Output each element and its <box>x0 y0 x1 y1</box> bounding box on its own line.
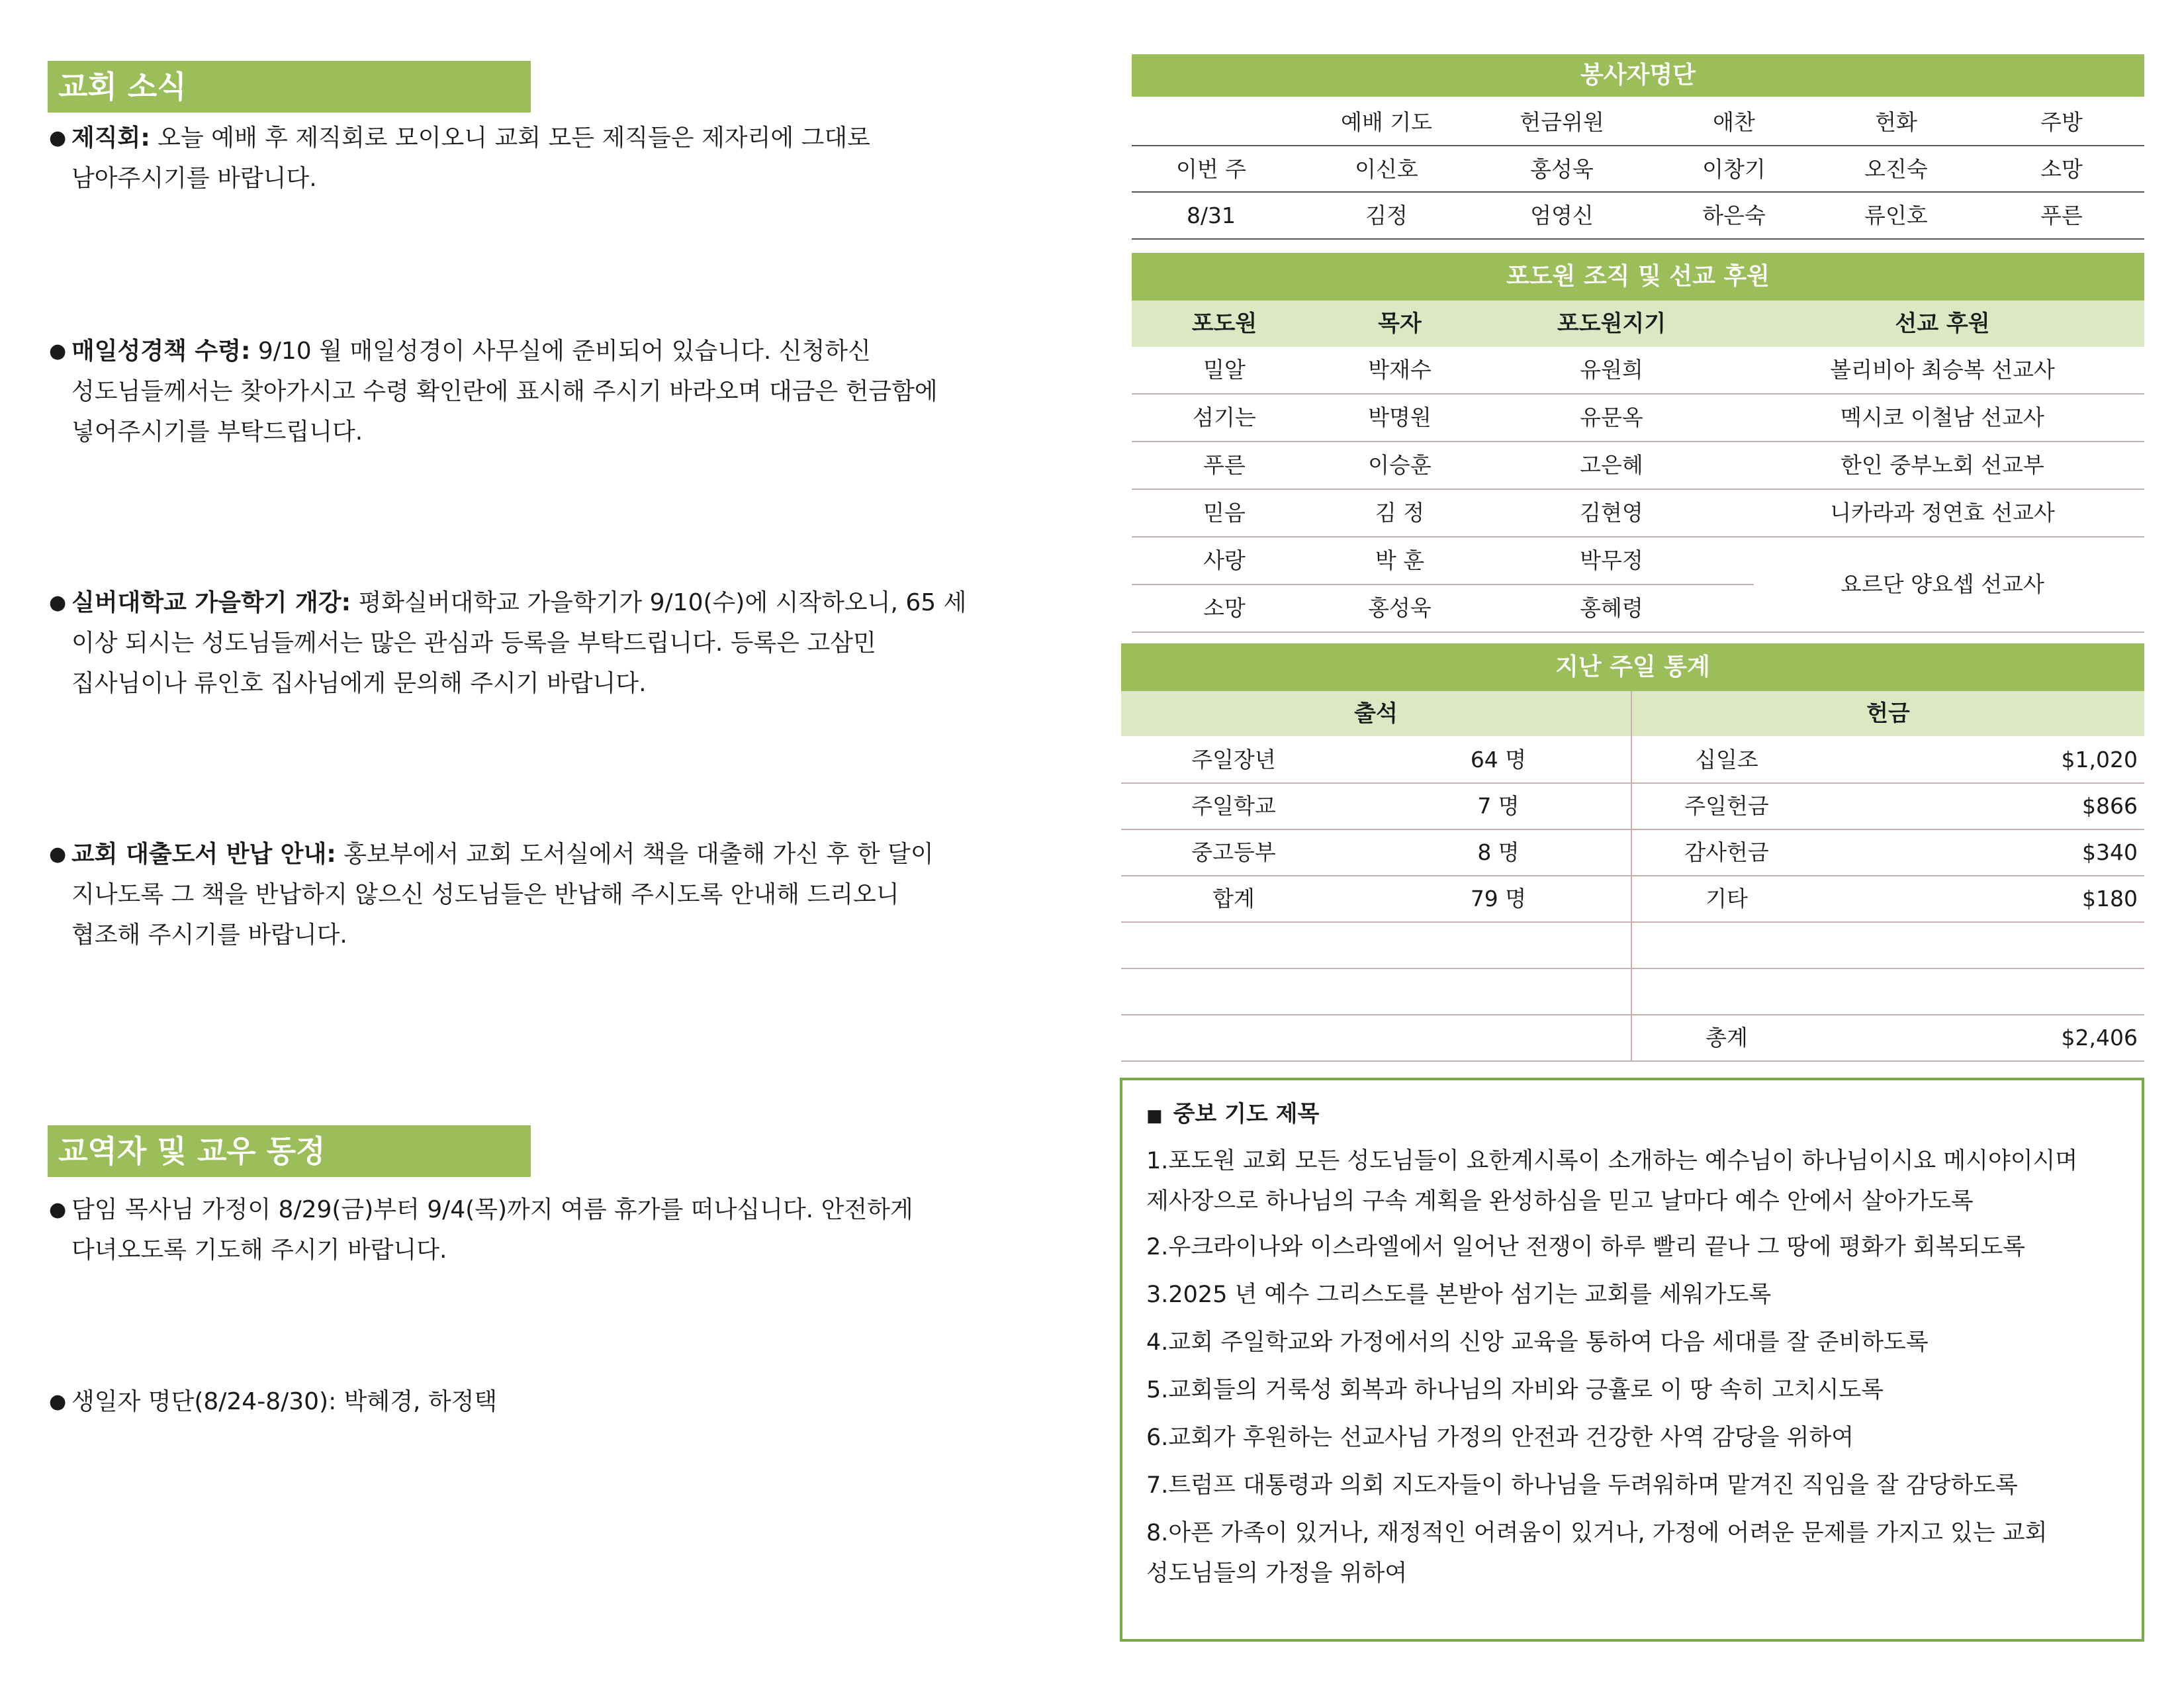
total-label: 총계 <box>1706 1025 1748 1051</box>
table-cell: 푸른 <box>2040 203 2083 228</box>
table-cell: 이승훈 <box>1368 452 1432 478</box>
attendance-value: 8 명 <box>1477 839 1520 865</box>
table-cell: 사랑 <box>1203 547 1246 573</box>
bullet-icon: ● <box>49 126 67 150</box>
table-cell: 니카라과 정연효 선교사 <box>1830 500 2055 526</box>
news-item-label: 실버대학교 가을학기 개강: <box>71 589 351 616</box>
table-cell: 박재수 <box>1368 357 1432 383</box>
table-row <box>1121 830 2144 875</box>
table-cell: 이창기 <box>1702 156 1766 182</box>
col-header: 헌화 <box>1875 109 1917 135</box>
staff-item-text: 다녀오도록 기도해 주시기 바랍니다. <box>71 1237 447 1264</box>
news-item-text: 넣어주시기를 부탁드립니다. <box>71 418 363 445</box>
table-cell: 김현영 <box>1580 500 1643 526</box>
bullet-icon: ● <box>49 591 67 614</box>
prayer-line: 4.교회 주일학교와 가정에서의 신앙 교육을 통하여 다음 세대를 잘 준비하도록 <box>1146 1329 1929 1356</box>
table-cell: 류인호 <box>1864 203 1928 228</box>
news-item-text: 지나도록 그 책을 반납하지 않으신 성도님들은 반납해 주시도록 안내해 드리오니 <box>71 881 899 908</box>
table-cell: 밀알 <box>1203 357 1246 383</box>
table-cell: 박무정 <box>1580 547 1643 573</box>
table-row <box>1132 193 2144 238</box>
news-item-text: 성도님들께서는 찾아가시고 수령 확인란에 표시해 주시기 바라오며 대금은 헌금함에 <box>71 378 938 405</box>
merged-mission-cell <box>1741 538 2144 632</box>
table-cell: 섬기는 <box>1193 404 1256 430</box>
table-cell: 8/31 <box>1186 203 1236 228</box>
news-item-text: 남아주시기를 바랍니다. <box>71 165 317 192</box>
table-row <box>1132 538 1741 584</box>
table-cell: 김정 <box>1365 203 1408 228</box>
news-item-text: 이상 되시는 성도님들께서는 많은 관심과 등록을 부탁드립니다. 등록은 고삼민 <box>71 630 876 657</box>
col-header: 애찬 <box>1713 109 1755 135</box>
prayer-title: 중보 기도 제목 <box>1173 1101 1320 1127</box>
volunteers-header-row <box>1132 99 2144 146</box>
col-header: 헌금위원 <box>1520 109 1604 135</box>
staff-item-vacation <box>49 1190 1055 1270</box>
divider <box>1132 238 2144 240</box>
prayer-line: 8.아픈 가족이 있거나, 재정적인 어려움이 있거나, 가정에 어려운 문제를 가지고 있는 교회 <box>1146 1520 2048 1546</box>
offering-value: $866 <box>2082 793 2138 819</box>
staff-item-birthdays <box>49 1382 1055 1422</box>
prayer-line: 6.교회가 후원하는 선교사님 가정의 안전과 건강한 사역 감당을 위하여 <box>1146 1425 1854 1451</box>
divider <box>1132 145 2144 146</box>
table-cell: 하은숙 <box>1702 203 1766 228</box>
table-cell: 홍성욱 <box>1530 156 1594 182</box>
offering-label: 기타 <box>1706 886 1748 912</box>
table-cell: 홍성욱 <box>1368 595 1432 621</box>
news-item-silver-college <box>49 583 1055 704</box>
news-item-text: 평화실버대학교 가을학기가 9/10(수)에 시작하오니, 65 세 <box>351 589 967 616</box>
staff-news-title: 교역자 및 교우 동정 <box>48 1125 531 1177</box>
news-item-daily-bible <box>49 331 1055 452</box>
table-cell: 박명원 <box>1368 404 1432 430</box>
vineyard-header-row <box>1132 301 2144 347</box>
table-row <box>1121 737 2144 782</box>
divider <box>1121 968 2144 969</box>
table-cell: 요르단 양요셉 선교사 <box>1841 571 2044 597</box>
staff-item-text: 생일자 명단(8/24-8/30): 박혜경, 하정택 <box>71 1388 498 1415</box>
total-value: $2,406 <box>2061 1025 2138 1051</box>
prayer-line: 3.2025 년 예수 그리스도를 본받아 섬기는 교회를 세워가도록 <box>1146 1282 1772 1308</box>
table-cell: 볼리비아 최승복 선교사 <box>1830 357 2055 383</box>
table-cell: 소망 <box>2040 156 2083 182</box>
attendance-value: 7 명 <box>1477 793 1520 819</box>
attendance-header: 출석 <box>1354 700 1398 727</box>
prayer-item <box>1146 1275 2126 1315</box>
prayer-line: 제사장으로 하나님의 구속 계획을 완성하심을 믿고 날마다 예수 안에서 살아가도록 <box>1146 1188 1974 1215</box>
offering-value: $340 <box>2082 839 2138 865</box>
prayer-item <box>1146 1418 2126 1458</box>
col-header: 선교 후원 <box>1895 310 1990 337</box>
news-item-label: 제직회: <box>71 124 150 152</box>
table-row <box>1132 490 2144 536</box>
table-cell: 믿음 <box>1203 500 1246 526</box>
stats-title: 지난 주일 통계 <box>1121 643 2144 691</box>
stats-header-row <box>1121 691 2144 736</box>
table-cell: 멕시코 이철남 선교사 <box>1841 404 2044 430</box>
table-row <box>1121 784 2144 829</box>
news-item-text: 오늘 예배 후 제직회로 모이오니 교회 모든 제직들은 제자리에 그대로 <box>150 124 870 152</box>
table-row <box>1121 876 2144 921</box>
news-item-library <box>49 834 1055 955</box>
table-row <box>1132 442 2144 489</box>
table-cell: 고은혜 <box>1580 452 1643 478</box>
prayer-title-row <box>1146 1095 1319 1135</box>
divider <box>1132 191 2144 193</box>
bullet-icon: ● <box>49 843 67 866</box>
news-item-label: 교회 대출도서 반납 안내: <box>71 841 336 868</box>
attendance-value: 79 명 <box>1470 886 1527 912</box>
table-cell: 이신호 <box>1355 156 1418 182</box>
table-row <box>1132 585 1741 632</box>
prayer-item <box>1146 1227 2126 1268</box>
offering-header: 헌금 <box>1866 700 1910 727</box>
col-header: 주방 <box>2040 109 2083 135</box>
table-cell: 박 훈 <box>1375 547 1425 573</box>
prayer-item <box>1146 1466 2126 1506</box>
offering-label: 십일조 <box>1695 747 1758 773</box>
divider <box>1121 1060 2144 1062</box>
prayer-item <box>1146 1370 2126 1411</box>
attendance-value: 64 명 <box>1470 747 1527 773</box>
staff-item-text: 담임 목사님 가정이 8/29(금)부터 9/4(목)까지 여름 휴가를 떠나십니다. 안전하게 <box>71 1196 913 1223</box>
col-header: 목자 <box>1378 310 1422 337</box>
table-cell: 소망 <box>1203 595 1246 621</box>
prayer-line: 2.우크라이나와 이스라엘에서 일어난 전쟁이 하루 빨리 끝나 그 땅에 평화가 회복되도록 <box>1146 1234 2026 1260</box>
prayer-item <box>1146 1141 2126 1222</box>
table-cell: 유원희 <box>1580 357 1643 383</box>
prayer-line: 1.포도원 교회 모든 성도님들이 요한계시록이 소개하는 예수님이 하나님이시요 메시야이시며 <box>1146 1148 2078 1174</box>
vineyard-title: 포도원 조직 및 선교 후원 <box>1132 253 2144 301</box>
news-item-text: 9/10 월 매일성경이 사무실에 준비되어 있습니다. 신청하신 <box>250 338 871 365</box>
table-cell: 홍혜령 <box>1580 595 1643 621</box>
news-item-committee <box>49 118 1055 199</box>
attendance-label: 주일장년 <box>1191 747 1276 773</box>
attendance-label: 합계 <box>1212 886 1255 912</box>
prayer-box <box>1120 1078 2144 1642</box>
square-bullet-icon: ■ <box>1146 1106 1163 1126</box>
table-row <box>1132 347 2144 393</box>
attendance-label: 주일학교 <box>1191 793 1276 819</box>
total-row <box>1121 1015 2144 1060</box>
prayer-line: 5.교회들의 거룩성 회복과 하나님의 자비와 긍휼로 이 땅 속히 고치시도록 <box>1146 1377 1884 1403</box>
divider <box>1132 632 2144 633</box>
news-item-label: 매일성경책 수령: <box>71 338 251 365</box>
table-cell: 엄영신 <box>1530 203 1594 228</box>
table-row <box>1132 395 2144 441</box>
table-cell: 이번 주 <box>1175 156 1247 182</box>
col-header: 예배 기도 <box>1340 109 1432 135</box>
offering-label: 감사헌금 <box>1684 839 1769 865</box>
church-news-title: 교회 소식 <box>48 61 531 113</box>
bullet-icon: ● <box>49 1390 67 1413</box>
offering-value: $180 <box>2082 886 2138 912</box>
table-cell: 한인 중부노회 선교부 <box>1841 452 2044 478</box>
bullet-icon: ● <box>49 340 67 363</box>
table-cell: 유문옥 <box>1580 404 1643 430</box>
offering-label: 주일헌금 <box>1684 793 1769 819</box>
table-cell: 오진숙 <box>1864 156 1928 182</box>
prayer-item <box>1146 1513 2126 1594</box>
prayer-item <box>1146 1323 2126 1363</box>
table-cell: 김 정 <box>1375 500 1425 526</box>
volunteers-title: 봉사자명단 <box>1132 54 2144 97</box>
divider <box>1121 921 2144 923</box>
table-cell: 푸른 <box>1203 452 1246 478</box>
offering-value: $1,020 <box>2061 747 2138 773</box>
news-item-text: 홍보부에서 교회 도서실에서 책을 대출해 가신 후 한 달이 <box>336 841 934 868</box>
news-item-text: 집사님이나 류인호 집사님에게 문의해 주시기 바랍니다. <box>71 670 647 697</box>
bullet-icon: ● <box>49 1198 67 1221</box>
prayer-line: 7.트럼프 대통령과 의회 지도자들이 하나님을 두려워하며 맡겨진 직임을 잘 감당하도록 <box>1146 1472 2018 1499</box>
col-header: 포도원 <box>1191 310 1257 337</box>
prayer-line: 성도님들의 가정을 위하여 <box>1146 1560 1408 1587</box>
news-item-text: 협조해 주시기를 바랍니다. <box>71 921 347 949</box>
attendance-label: 중고등부 <box>1191 839 1276 865</box>
col-header: 포도원지기 <box>1557 310 1666 337</box>
table-row <box>1132 147 2144 192</box>
